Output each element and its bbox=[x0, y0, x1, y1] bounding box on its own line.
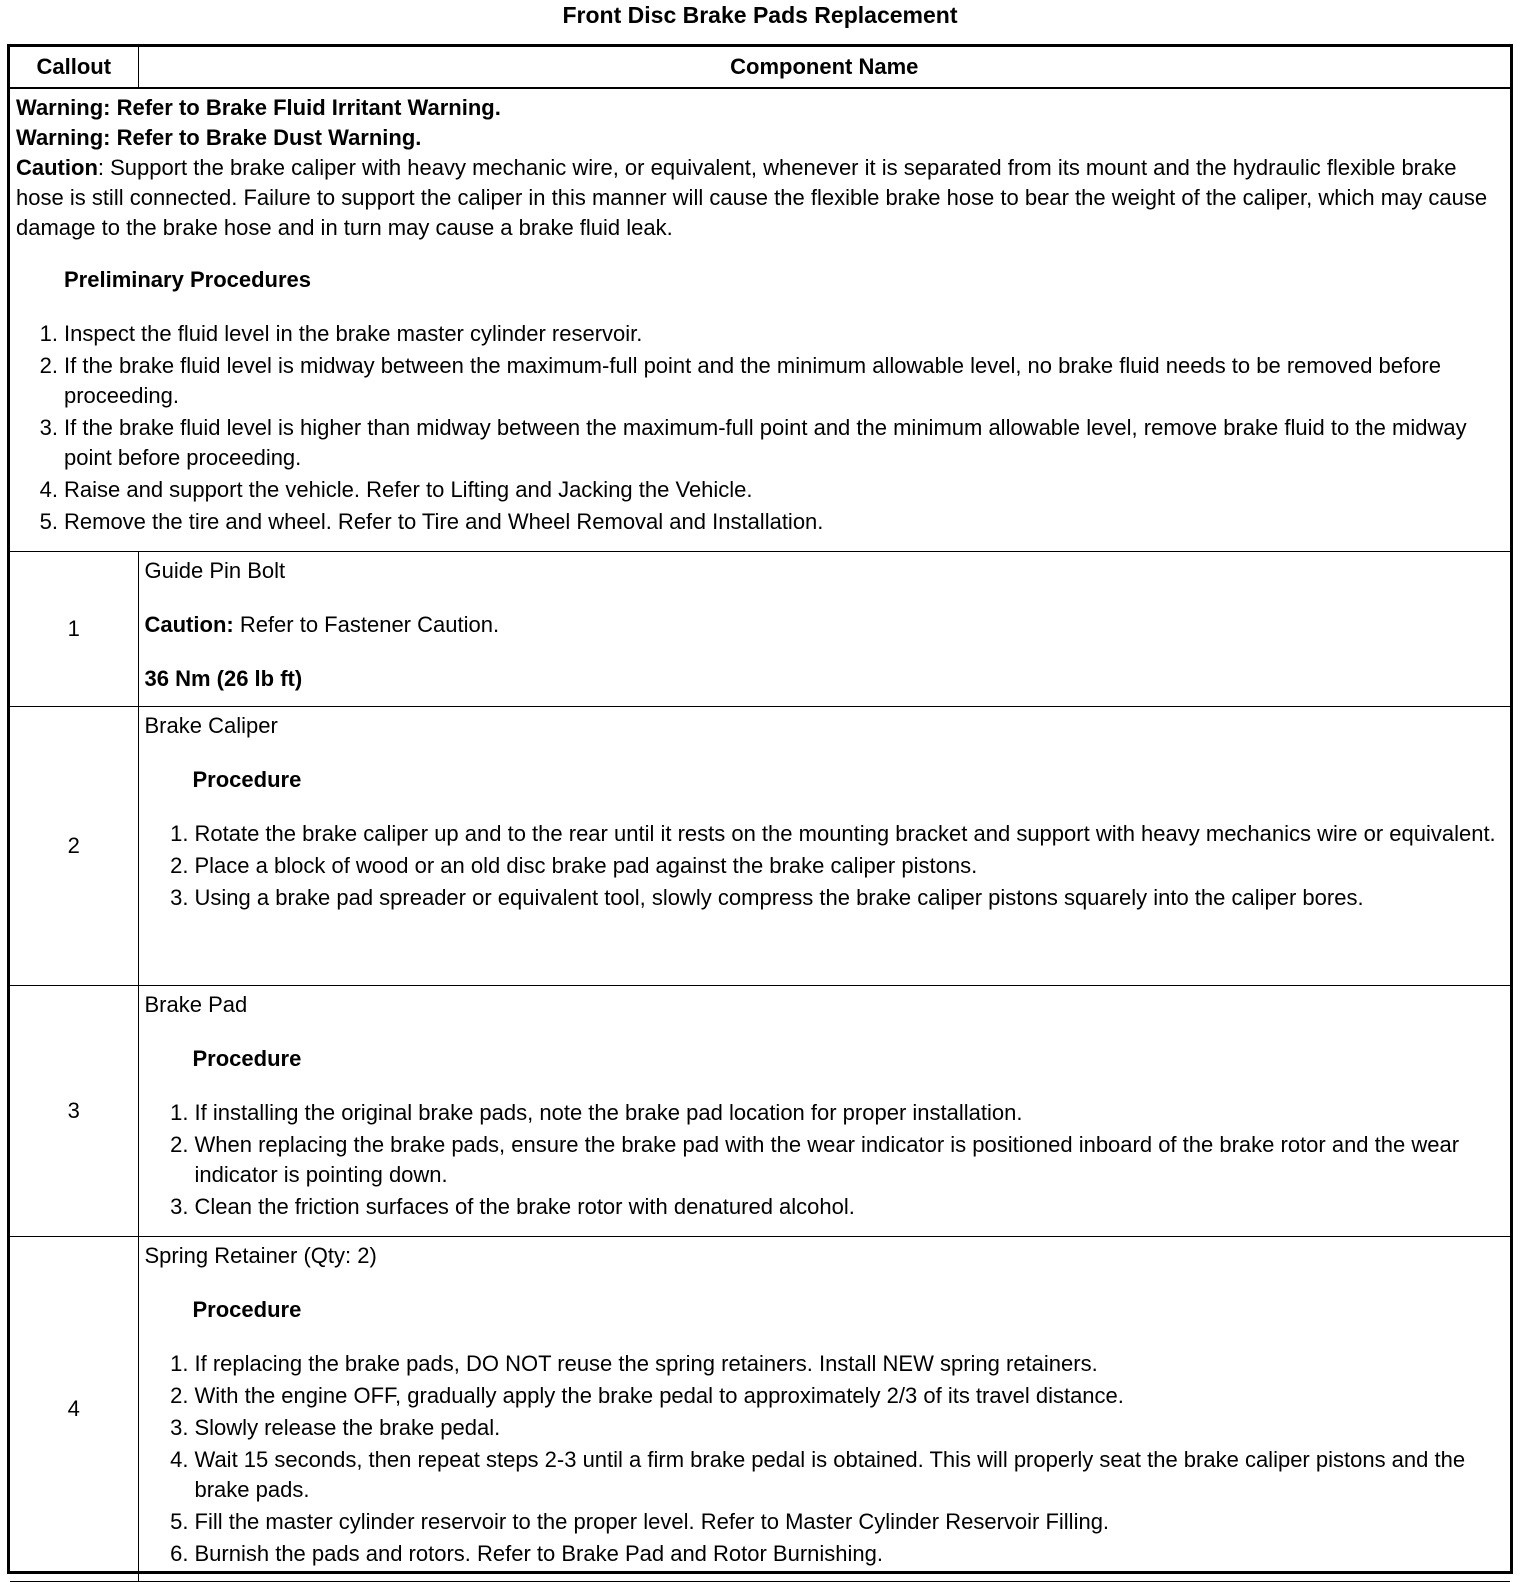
list-item: 6. Burnish the pads and rotors. Refer to Brake Pad and Rotor Burnishing. bbox=[170, 1541, 883, 1566]
procedure-table bbox=[7, 44, 1513, 1574]
component-name-header: Component Name bbox=[138, 47, 1510, 88]
procedure-heading: Procedure bbox=[192, 767, 302, 792]
component-name: Brake Pad bbox=[144, 992, 248, 1017]
callout-header: Callout bbox=[10, 47, 138, 88]
list-item: 1. Inspect the fluid level in the brake master cylinder reservoir. bbox=[39, 321, 643, 346]
preliminary-section bbox=[10, 88, 1510, 552]
procedure-heading: Procedure bbox=[192, 1046, 302, 1071]
preliminary-heading: Preliminary Procedures bbox=[64, 267, 312, 292]
list-item: 5. Fill the master cylinder reservoir to the proper level. Refer to Master Cylinder Reservoir Filling. bbox=[170, 1509, 1110, 1534]
caution-fastener: Caution: Refer to Fastener Caution. bbox=[144, 612, 500, 637]
list-item: 3. Using a brake pad spreader or equivalent tool, slowly compress the brake caliper pistons squarely into the caliper bores. bbox=[170, 885, 1364, 910]
component-cell bbox=[138, 986, 1510, 1237]
list-item: 3. If the brake fluid level is higher than midway between the maximum-full point and the minimum allowable level, remove brake fluid to the midway point before proceeding. bbox=[39, 415, 1467, 470]
list-item: 2. With the engine OFF, gradually apply the brake pedal to approximately 2/3 of its travel distance. bbox=[170, 1383, 1124, 1408]
warning-fluid-irritant: Warning: Refer to Brake Fluid Irritant Warning. bbox=[16, 95, 501, 120]
list-item: 1. Rotate the brake caliper up and to the rear until it rests on the mounting bracket and support with heavy mechanics wire or equivalent. bbox=[170, 821, 1496, 846]
caution-caliper-support bbox=[16, 153, 1504, 243]
procedure-steps bbox=[147, 1349, 1505, 1569]
table-row bbox=[10, 707, 1510, 986]
warning-brake-dust: Warning: Refer to Brake Dust Warning. bbox=[16, 125, 422, 150]
list-item: 3. Slowly release the brake pedal. bbox=[170, 1415, 501, 1440]
list-item: 3. Clean the friction surfaces of the brake rotor with denatured alcohol. bbox=[170, 1194, 855, 1219]
table-row bbox=[10, 986, 1510, 1237]
page-title: Front Disc Brake Pads Replacement bbox=[562, 2, 958, 28]
callout-number: 4 bbox=[10, 1237, 138, 1582]
caution-label: Caution bbox=[16, 155, 98, 180]
preliminary-steps bbox=[16, 319, 1504, 537]
list-item: 4. Raise and support the vehicle. Refer to Lifting and Jacking the Vehicle. bbox=[39, 477, 753, 502]
table-row bbox=[10, 1237, 1510, 1582]
component-cell bbox=[138, 552, 1510, 707]
callout-number: 1 bbox=[10, 552, 138, 707]
component-cell bbox=[138, 707, 1510, 986]
table-row bbox=[10, 552, 1510, 707]
procedure-steps bbox=[147, 819, 1505, 913]
list-item: 2. Place a block of wood or an old disc brake pad against the brake caliper pistons. bbox=[170, 853, 978, 878]
torque-spec: 36 Nm (26 lb ft) bbox=[144, 666, 303, 691]
list-item: 2. If the brake fluid level is midway between the maximum-full point and the minimum allowable level, no brake fluid needs to be removed before proceeding. bbox=[39, 353, 1441, 408]
list-item: 1. If replacing the brake pads, DO NOT reuse the spring retainers. Install NEW spring retainers. bbox=[170, 1351, 1098, 1376]
caution-text: : Support the brake caliper with heavy mechanic wire, or equivalent, whenever it is separated from its mount and the hydraulic flexible brake hose is still connected. Failure to support the caliper in this manner will cause the flexible brake hose to bear the weight of the caliper, which may cause damage to the brake hose and in turn may cause a brake fluid leak. bbox=[16, 155, 1488, 240]
callout-number: 2 bbox=[10, 707, 138, 986]
procedure-heading: Procedure bbox=[192, 1297, 302, 1322]
component-name: Spring Retainer (Qty: 2) bbox=[144, 1243, 377, 1268]
list-item: 4. Wait 15 seconds, then repeat steps 2-3 until a firm brake pedal is obtained. This will properly seat the brake caliper pistons and the brake pads. bbox=[170, 1447, 1466, 1502]
list-item: 2. When replacing the brake pads, ensure the brake pad with the wear indicator is positioned inboard of the brake rotor and the wear indicator is pointing down. bbox=[170, 1132, 1460, 1187]
list-item: 5. Remove the tire and wheel. Refer to Tire and Wheel Removal and Installation. bbox=[39, 509, 824, 534]
component-name: Guide Pin Bolt bbox=[144, 558, 286, 583]
list-item: 1. If installing the original brake pads, note the brake pad location for proper installation. bbox=[170, 1100, 1023, 1125]
component-name: Brake Caliper bbox=[144, 713, 278, 738]
callout-number: 3 bbox=[10, 986, 138, 1237]
component-cell bbox=[138, 1237, 1510, 1582]
procedure-steps bbox=[147, 1098, 1505, 1222]
